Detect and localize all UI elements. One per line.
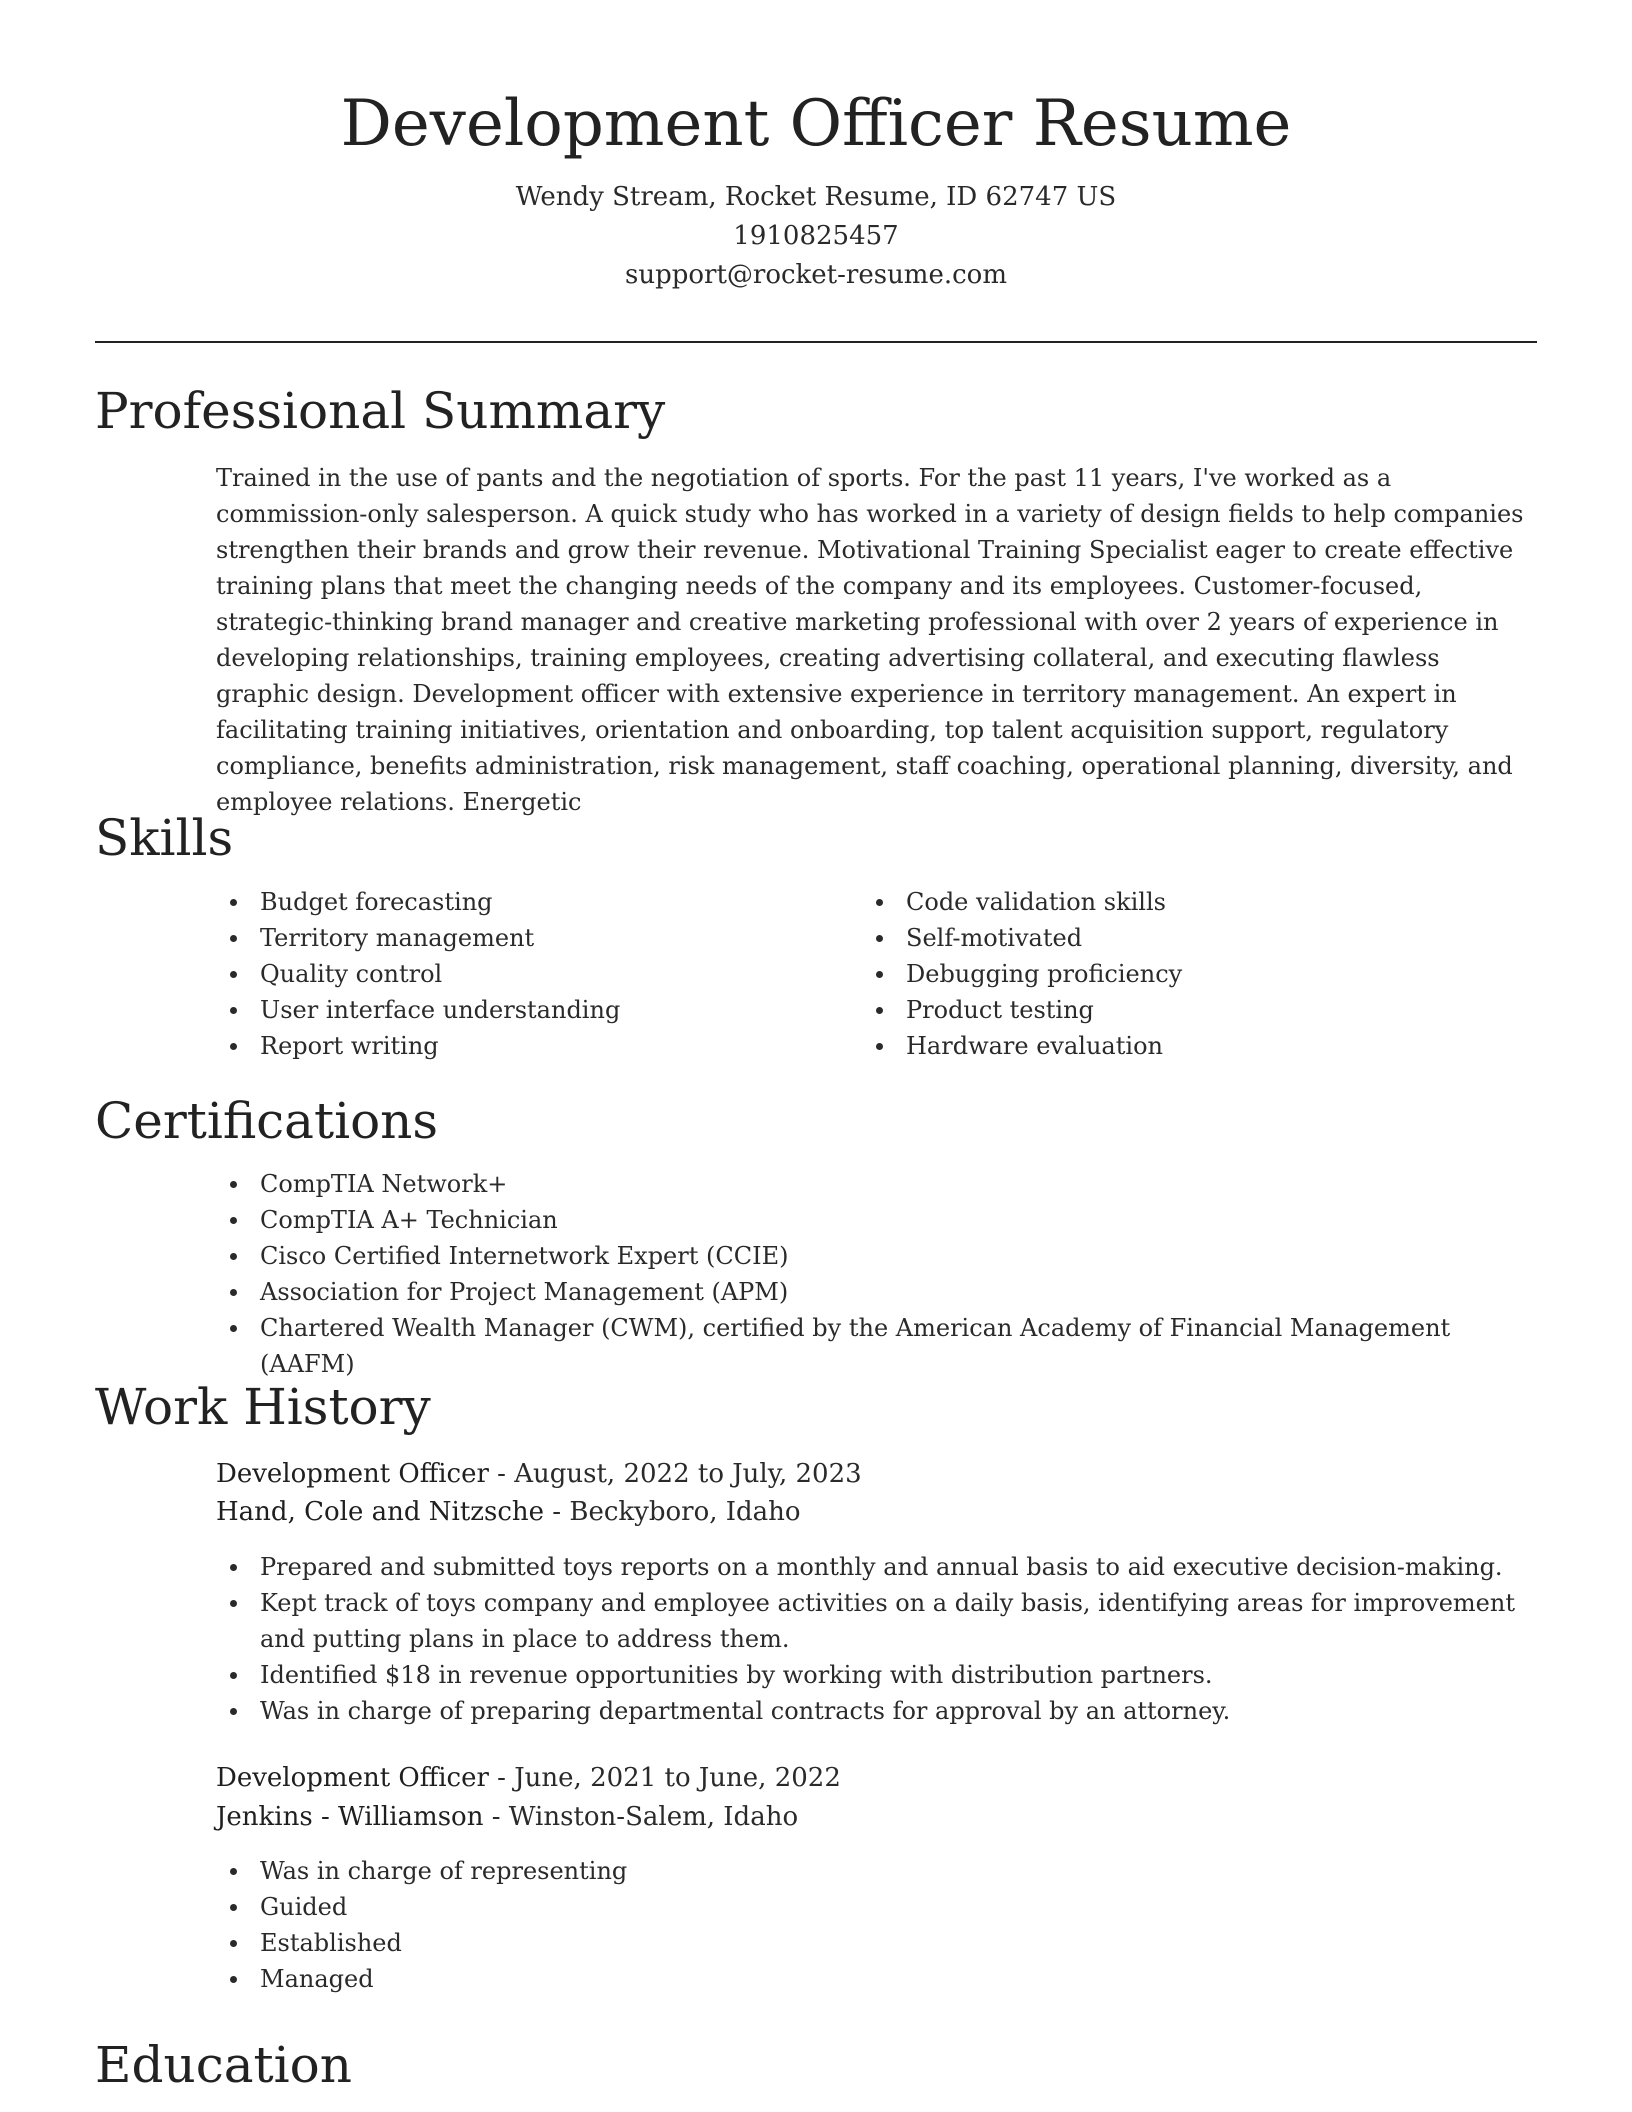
work-history-heading: Work History [95,1378,431,1436]
job-title: Development Officer [216,1763,489,1793]
job-1-bullets [216,1549,1546,1729]
list-item: Code validation skills [862,884,1502,920]
list-item: CompTIA A+ Technician [216,1202,1546,1238]
job-2-bullets [216,1853,1546,1997]
summary-heading: Professional Summary [95,382,666,440]
separator: - [488,1763,515,1793]
job-2-company-line [216,1798,798,1836]
list-item: Was in charge of representing [216,1853,1546,1889]
separator: - [488,1459,515,1489]
separator: - [544,1497,570,1527]
job-location: Beckyboro, Idaho [569,1497,801,1527]
job-dates: June, 2021 to June, 2022 [514,1763,841,1793]
list-item: Budget forecasting [216,884,856,920]
contact-address: Wendy Stream, Rocket Resume, ID 62747 US [515,182,1117,212]
list-item: Prepared and submitted toys reports on a monthly and annual basis to aid executive decision-making. [216,1549,1546,1585]
list-item: Established [216,1925,1546,1961]
resume-header [0,0,1632,295]
list-item: Was in charge of preparing departmental contracts for approval by an attorney. [216,1693,1546,1729]
summary-text: Trained in the use of pants and the negotiation of sports. For the past 11 years, I've worked as a commission-only salesperson. A quick study who has worked in a variety of design fields to help companies strengthen their brands and grow their revenue. Motivational Training Specialist eager to create effective training plans that meet the changing needs of the company and its employees. Customer-focused, strategic-thinking brand manager and creative marketing professional with over 2 years of experience in developing relationships, training employees, creating advertising collateral, and executing flawless graphic design. Development officer with extensive experience in territory management. An expert in facilitating training initiatives, orientation and onboarding, top talent acquisition support, regulatory compliance, benefits administration, risk management, staff coaching, operational planning, diversity, and employee relations. Energetic [216,464,1524,816]
list-item: Guided [216,1889,1546,1925]
list-item: Self-motivated [862,920,1502,956]
job-company: Hand, Cole and Nitzsche [216,1497,545,1527]
list-item: Association for Project Management (APM) [216,1274,1546,1310]
contact-email: support@rocket-resume.com [624,260,1007,290]
job-dates: August, 2022 to July, 2023 [514,1459,862,1489]
list-item: Territory management [216,920,856,956]
list-item: Chartered Wealth Manager (CWM), certified by the American Academy of Financial Management (AAFM) [216,1310,1546,1382]
header-divider [95,341,1537,343]
list-item: Identified $18 in revenue opportunities by working with distribution partners. [216,1657,1546,1693]
skills-list-left [216,884,856,1064]
certifications-heading: Certifications [95,1092,439,1150]
page-title: Development Officer Resume [340,87,1292,161]
list-item: Kept track of toys company and employee activities on a daily basis, identifying areas for improvement and putting plans in place to address them. [216,1585,1546,1657]
list-item: Report writing [216,1028,856,1064]
separator: - [483,1802,509,1832]
list-item: CompTIA Network+ [216,1166,1546,1202]
list-item: Managed [216,1961,1546,1997]
certifications-list [216,1166,1546,1382]
list-item: Hardware evaluation [862,1028,1502,1064]
list-item: Cisco Certified Internetwork Expert (CCIE) [216,1238,1546,1274]
job-1-company-line [216,1493,801,1531]
education-heading: Education [95,2036,352,2094]
job-2-title-line [216,1759,841,1797]
list-item: Debugging proficiency [862,956,1502,992]
job-location: Winston-Salem, Idaho [508,1802,799,1832]
skills-list-right [862,884,1502,1064]
job-company: Jenkins - Williamson [216,1802,484,1832]
skills-heading: Skills [95,809,234,867]
list-item: Quality control [216,956,856,992]
list-item: User interface understanding [216,992,856,1028]
job-title: Development Officer [216,1459,489,1489]
job-1-title-line [216,1455,862,1493]
contact-phone: 1910825457 [733,221,899,251]
list-item: Product testing [862,992,1502,1028]
